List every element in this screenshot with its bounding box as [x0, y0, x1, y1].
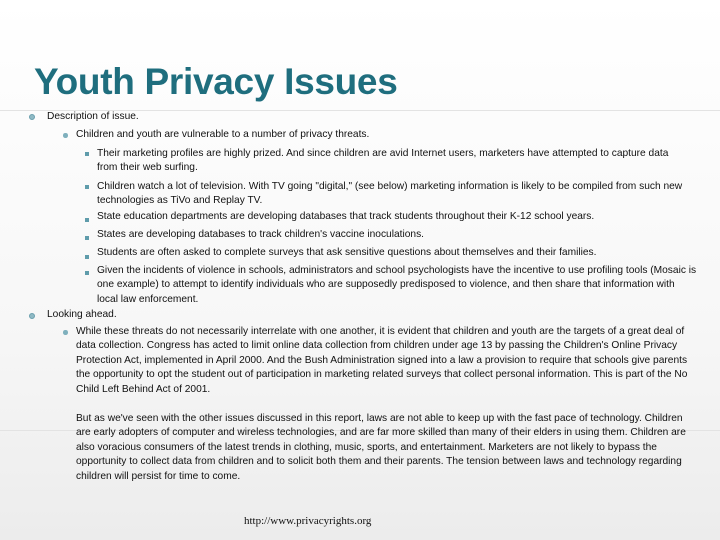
- heading-description: Description of issue.: [47, 111, 139, 122]
- bullet-icon: [85, 271, 89, 275]
- body-text: But as we've seen with the other issues discussed in this report, laws are not able to keep up with the fast pace of technology. Children are early adopters of computer and wireless technologies, and are far more skilled than many of their elders in using them. Children are also voracious consumers of the latest trends in clothing, music, sports, and entertainment. Marketers are not likely to bypass the opportunity to collect data from children and to solicit both them and their parents. The tension between laws and technology regarding children will persist for time to come.: [76, 413, 686, 482]
- body-text: While these threats do not necessarily interrelate with one another, it is evident that children and youth are the targets of a great deal of data collection. Congress has acted to limit online data collection from children under age 13 by passing the Children's Online Privacy Protection Act, implemented in April 2000. And the Bush Administration signed into a law a provision to require that schools give parents the opportunity to opt the student out of participation in marketing related surveys that collect personal information. This is part of the No Child Left Behind Act of 2001.: [76, 326, 688, 395]
- list-item: Their marketing profiles are highly prized. And since children are avid Internet users, marketers have attempted to capture data from their web surfing.: [97, 148, 669, 174]
- slide-title: Youth Privacy Issues: [34, 61, 398, 102]
- body-text: Children and youth are vulnerable to a number of privacy threats.: [76, 129, 370, 140]
- bullet-icon: [85, 255, 89, 259]
- bullet-icon: [29, 313, 35, 319]
- bullet-icon: [85, 218, 89, 222]
- list-item: States are developing databases to track children's vaccine inoculations.: [97, 229, 425, 240]
- list-item: Children watch a lot of television. With TV going "digital," (see below) marketing information is likely to be compiled from such new technologies as TiVo and Replay TV.: [97, 181, 683, 207]
- list-item: Given the incidents of violence in schools, administrators and school psychologists have the incentive to use profiling tools (Mosaic is one example) to attempt to identify individuals who are supposedly predisposed to violence, and then share that information with local law enforcement.: [97, 265, 697, 305]
- bullet-icon: [63, 133, 68, 138]
- heading-looking-ahead: Looking ahead.: [47, 309, 117, 320]
- source-link[interactable]: http://www.privacyrights.org: [244, 515, 372, 527]
- bullet-icon: [63, 330, 68, 335]
- list-item: State education departments are developing databases that track students throughout their K-12 school years.: [97, 211, 595, 222]
- bullet-icon: [85, 185, 89, 189]
- list-item: Students are often asked to complete surveys that ask sensitive questions about themselves and their families.: [97, 247, 597, 258]
- bullet-icon: [85, 152, 89, 156]
- bullet-icon: [85, 236, 89, 240]
- bullet-icon: [29, 114, 35, 120]
